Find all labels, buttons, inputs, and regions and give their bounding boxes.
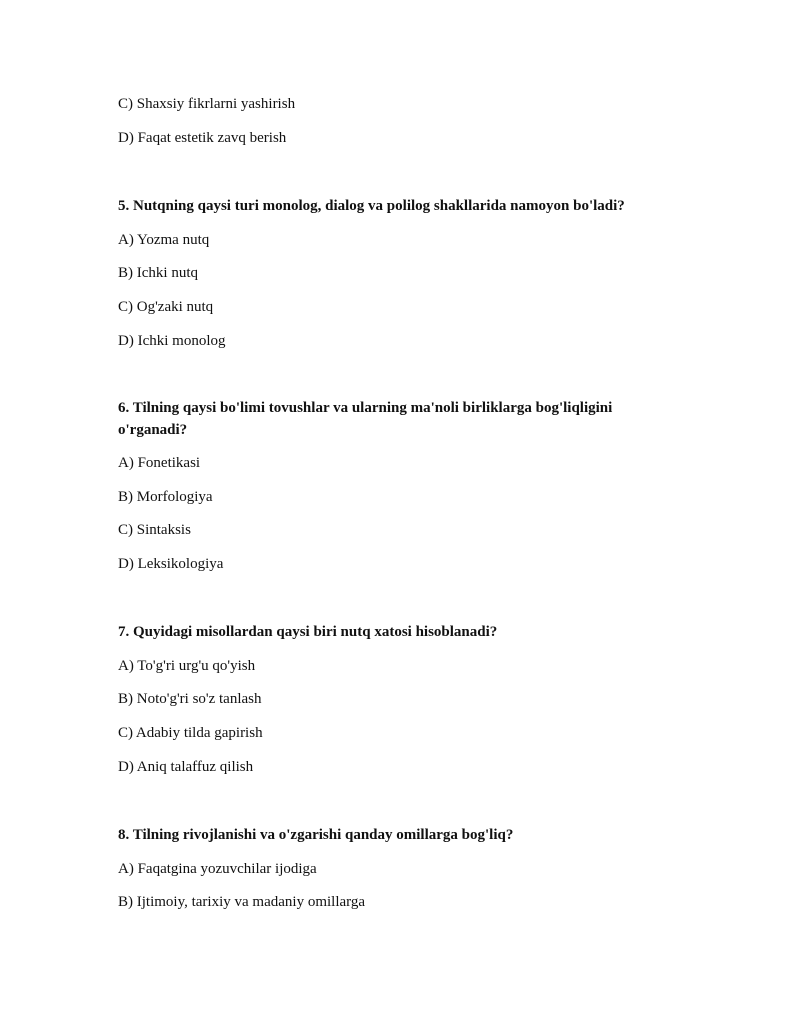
option-c: C) Og'zaki nutq <box>118 299 214 315</box>
question-6-line-2: o'rganadi? <box>118 422 188 438</box>
option-a: A) Yozma nutq <box>118 232 210 248</box>
option-b: B) Ichki nutq <box>118 265 198 281</box>
question-7: 7. Quyidagi misollardan qaysi biri nutq xatosi hisoblanadi? <box>118 624 498 640</box>
option-b: B) Noto'g'ri so'z tanlash <box>118 691 262 707</box>
option-d: D) Faqat estetik zavq berish <box>118 130 287 146</box>
option-b: B) Ijtimoiy, tarixiy va madaniy omillarga <box>118 894 366 910</box>
option-c: C) Shaxsiy fikrlarni yashirish <box>118 96 296 112</box>
option-c: C) Adabiy tilda gapirish <box>118 725 263 741</box>
option-d: D) Ichki monolog <box>118 333 226 349</box>
option-d: D) Aniq talaffuz qilish <box>118 759 254 775</box>
option-a: A) Faqatgina yozuvchilar ijodiga <box>118 861 317 877</box>
option-b: B) Morfologiya <box>118 489 213 505</box>
option-c: C) Sintaksis <box>118 522 191 538</box>
option-a: A) To'g'ri urg'u qo'yish <box>118 658 256 674</box>
option-d: D) Leksikologiya <box>118 556 224 572</box>
question-5: 5. Nutqning qaysi turi monolog, dialog va polilog shakllarida namoyon bo'ladi? <box>118 198 625 214</box>
question-6-line-1: 6. Tilning qaysi bo'limi tovushlar va ularning ma'noli birliklarga bog'liqligini <box>118 400 613 416</box>
option-a: A) Fonetikasi <box>118 455 201 471</box>
question-8: 8. Tilning rivojlanishi va o'zgarishi qanday omillarga bog'liq? <box>118 827 514 843</box>
